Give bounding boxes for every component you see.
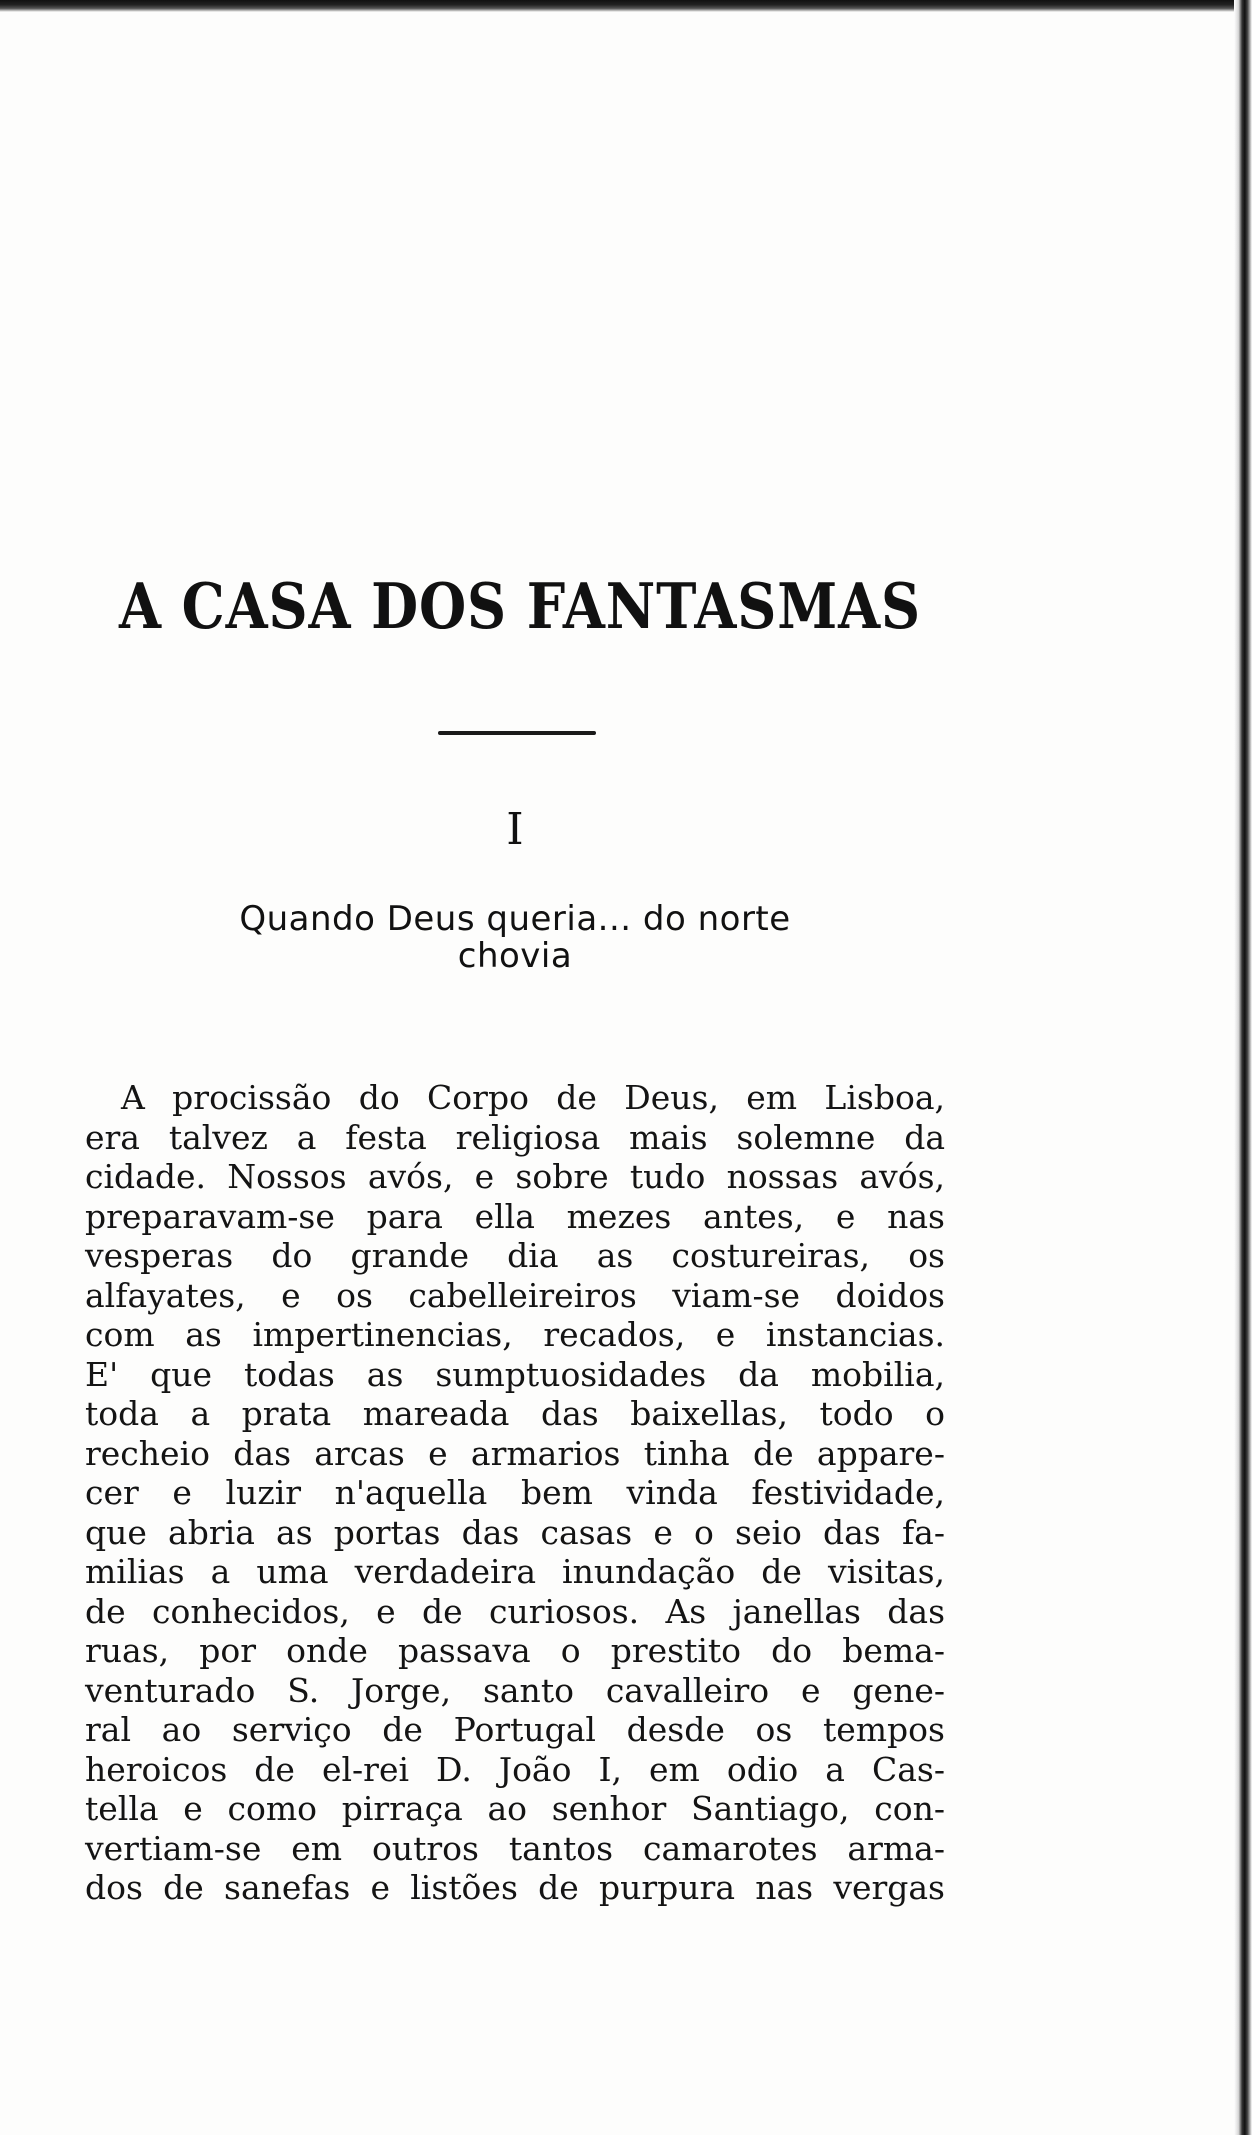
text-line: preparavam-se para ella mezes antes, e nas — [85, 1196, 945, 1236]
chapter-title — [160, 901, 870, 975]
text-line: tella e como pirraça ao senhor Santiago, con- — [85, 1789, 945, 1828]
chapter-title-line: Quando Deus queria... do norte — [239, 899, 791, 939]
text-line: heroicos de el-rei D. João I, em odio a Cas- — [85, 1749, 945, 1789]
text-line: E' que todas as sumptuosidades da mobilia, — [85, 1354, 945, 1394]
text-line: ruas, por onde passava o prestito do bema- — [85, 1631, 945, 1670]
text-line: alfayates, e os cabelleireiros viam-se doidos — [85, 1275, 945, 1315]
text-line: com as impertinencias, recados, e instancias. — [85, 1315, 945, 1354]
text-line: vertiam-se em outros tantos camarotes arma- — [85, 1828, 945, 1868]
text-line: era talvez a festa religiosa mais solemne da — [85, 1117, 945, 1157]
text-line: cidade. Nossos avós, e sobre tudo nossas avós, — [85, 1157, 945, 1196]
text-line: de conhecidos, e de curiosos. As janellas das — [85, 1591, 945, 1631]
text-line: toda a prata mareada das baixellas, todo o — [85, 1394, 945, 1433]
chapter-title-line: chovia — [457, 936, 573, 976]
text-line: dos de sanefas e listões de purpura nas vergas — [85, 1868, 945, 1907]
body-text — [85, 1078, 945, 1908]
text-line: A procissão do Corpo de Deus, em Lisboa, — [121, 1078, 945, 1117]
text-line: ral ao serviço de Portugal desde os tempos — [85, 1710, 945, 1749]
page-top-edge — [0, 0, 1240, 12]
page-binding-edge — [1234, 0, 1252, 2135]
page-title: A CASA DOS FANTASMAS — [119, 569, 921, 643]
text-line: venturado S. Jorge, santo cavalleiro e gene- — [85, 1670, 945, 1710]
chapter-number: I — [506, 804, 524, 855]
text-line: vesperas do grande dia as costureiras, os — [85, 1236, 945, 1275]
text-line: recheio das arcas e armarios tinha de apparе- — [85, 1433, 945, 1473]
text-line: cer e luzir n'aquella bem vinda festividade, — [85, 1473, 945, 1512]
text-line: milias a uma verdadeira inundação de visitas, — [85, 1552, 945, 1591]
text-line: que abria as portas das casas e o seio das fa- — [85, 1512, 945, 1552]
title-divider — [438, 731, 596, 735]
